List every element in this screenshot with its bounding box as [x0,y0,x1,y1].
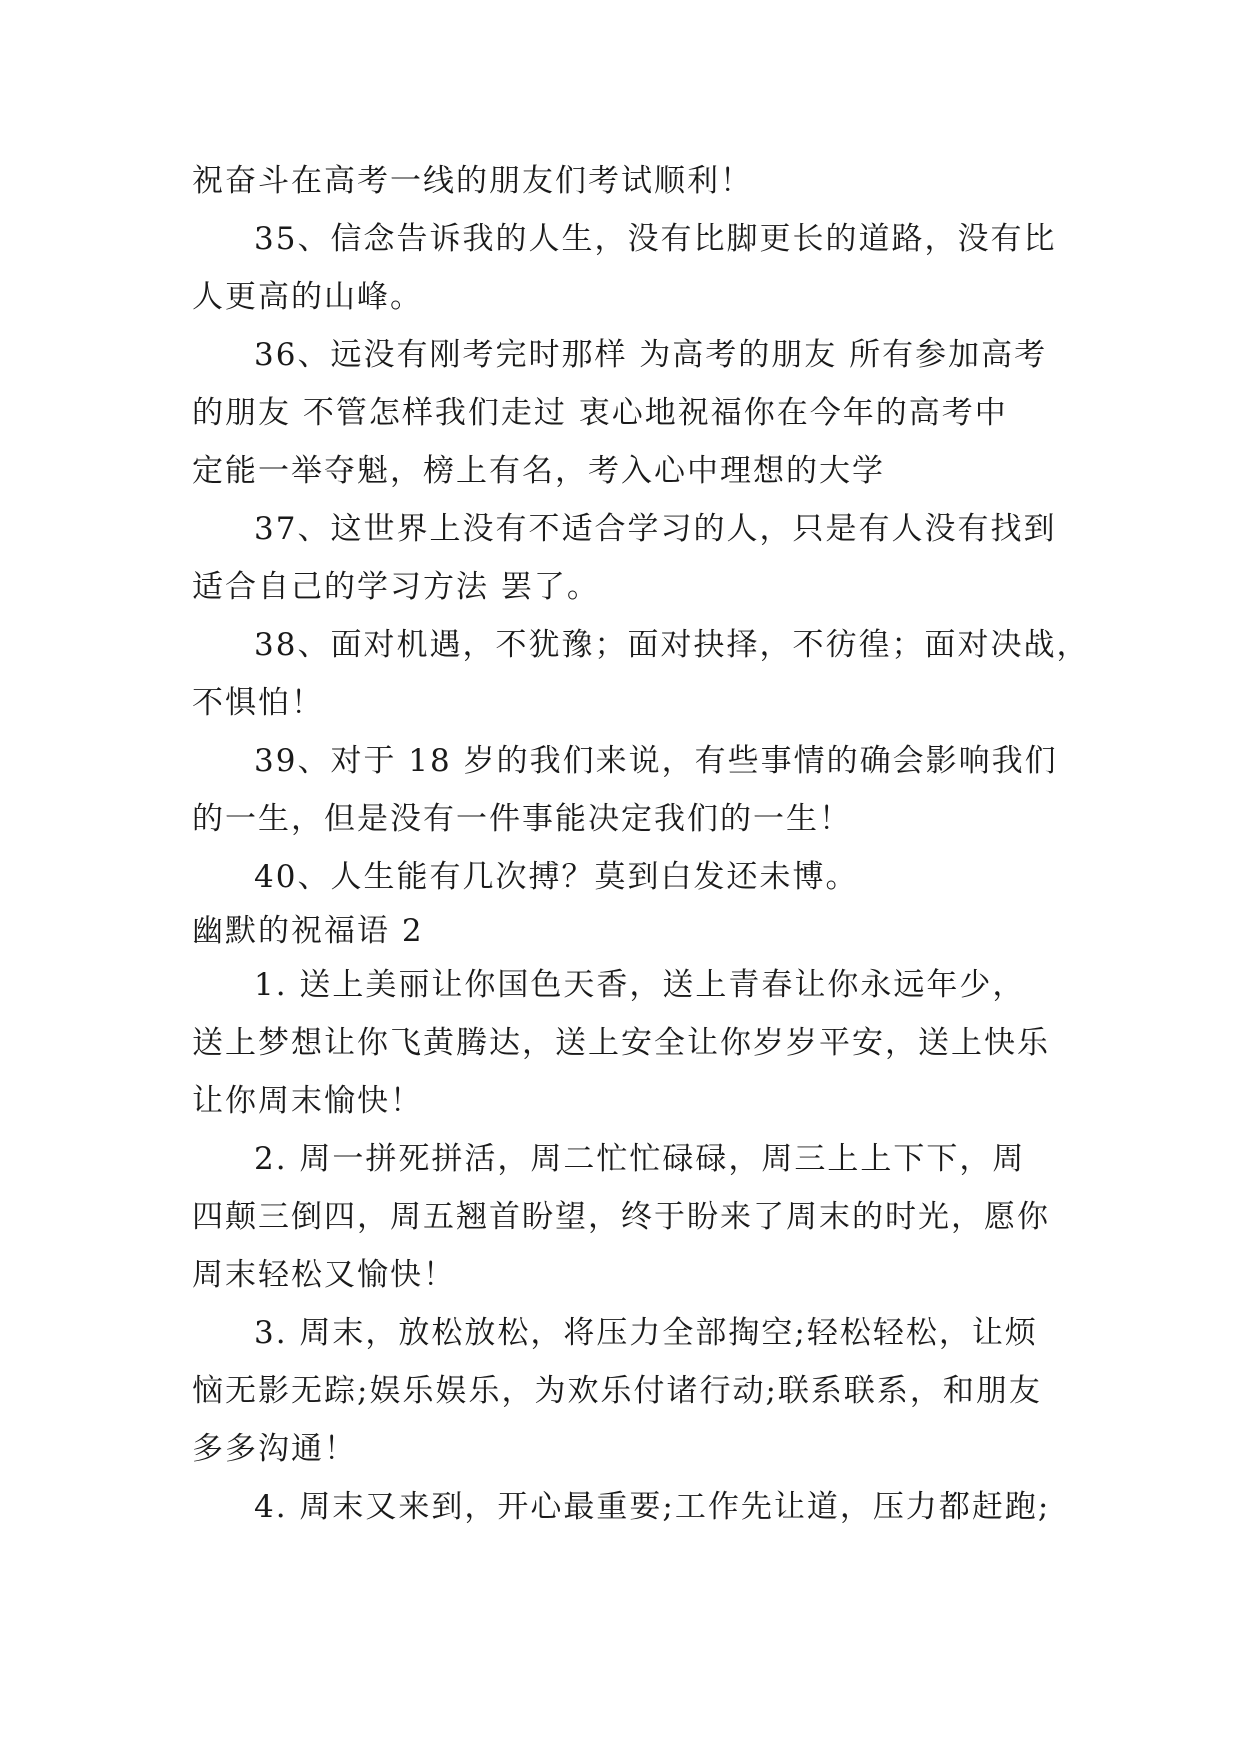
text-line: 3. 周末，放松放松，将压力全部掏空;轻松轻松，让烦 [254,1315,1038,1351]
text-line: 35、信念告诉我的人生，没有比脚更长的道路，没有比 [254,221,1057,257]
text-line: 4. 周末又来到，开心最重要;工作先让道，压力都赶跑; [254,1489,1051,1525]
text-line: 1. 送上美丽让你国色天香，送上青春让你永远年少， [254,967,1026,1003]
text-line: 37、这世界上没有不适合学习的人，只是有人没有找到 [254,511,1057,547]
text-line: 38、面对机遇，不犹豫；面对抉择，不彷徨；面对决战， [254,627,1090,663]
text-line: 的朋友 不管怎样我们走过 衷心地祝福你在今年的高考中 [192,395,1008,431]
text-line: 不惧怕！ [192,685,324,721]
text-line: 周末轻松又愉快！ [192,1257,456,1293]
section-heading: 幽默的祝福语 2 [192,913,424,949]
text-line: 四颠三倒四，周五翘首盼望，终于盼来了周末的时光，愿你 [192,1199,1050,1235]
text-line: 恼无影无踪;娱乐娱乐，为欢乐付诸行动;联系联系，和朋友 [192,1373,1042,1409]
text-line: 定能一举夺魁，榜上有名，考入心中理想的大学 [192,453,885,489]
text-line: 送上梦想让你飞黄腾达，送上安全让你岁岁平安，送上快乐 [192,1025,1050,1061]
text-line: 36、远没有刚考完时那样 为高考的朋友 所有参加高考 [254,337,1048,373]
text-line: 祝奋斗在高考一线的朋友们考试顺利！ [192,163,753,199]
text-line: 适合自己的学习方法 罢了。 [192,569,600,605]
text-line: 人更高的山峰。 [192,279,423,315]
document-body [192,152,1090,1536]
text-line: 多多沟通！ [192,1431,357,1467]
text-line: 2. 周一拼死拼活，周二忙忙碌碌，周三上上下下，周 [254,1141,1026,1177]
text-line: 40、人生能有几次搏？莫到白发还未博。 [254,859,859,895]
text-line: 让你周末愉快！ [192,1083,423,1119]
text-line: 39、对于 18 岁的我们来说，有些事情的确会影响我们 [254,743,1058,779]
text-line: 的一生，但是没有一件事能决定我们的一生！ [192,801,852,837]
